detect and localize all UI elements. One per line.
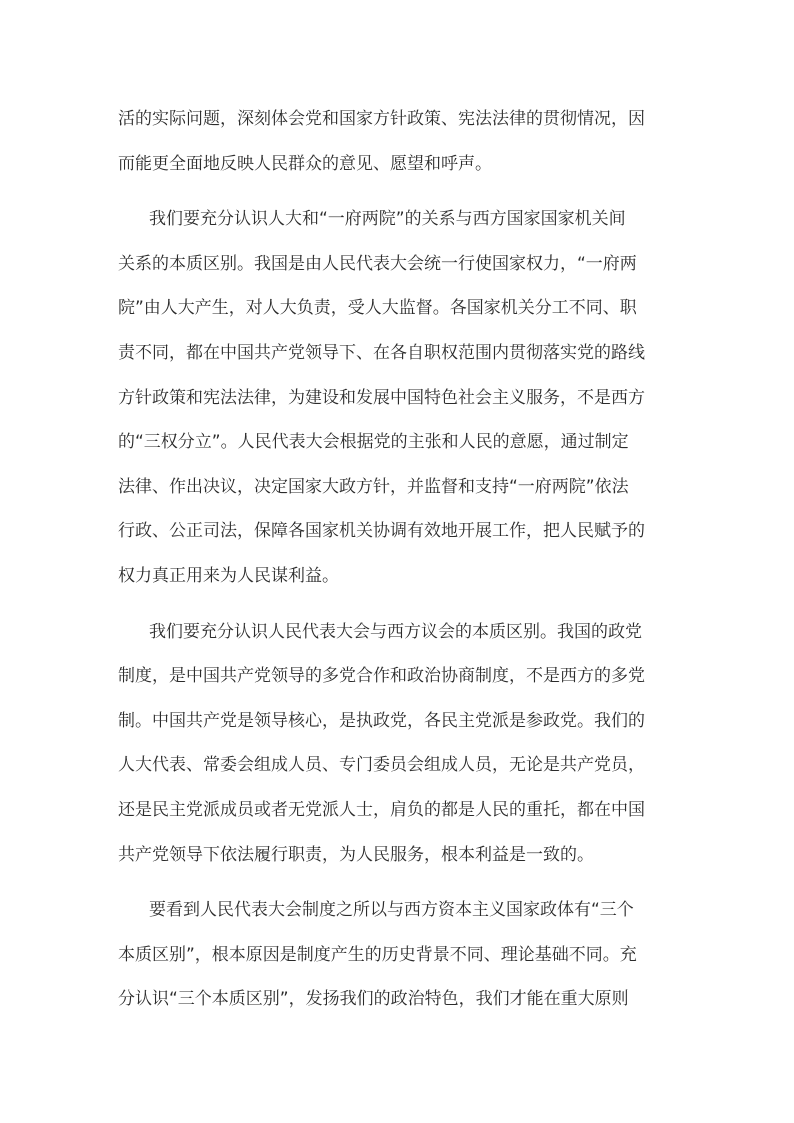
text-line: 方针政策和宪法法律，为建设和发展中国特色社会主义服务，不是西方: [118, 387, 645, 408]
paragraph: [118, 888, 678, 1022]
text-line: 我们要充分认识人民代表大会与西方议会的本质区别。我国的政党: [149, 621, 642, 642]
paragraph: [118, 197, 678, 598]
text-line: 人大代表、常委会组成人员、专门委员会组成人员，无论是共产党员，: [118, 755, 645, 776]
text-line: 的“三权分立”。人民代表大会根据党的主张和人民的意愿，通过制定: [118, 432, 629, 453]
text-line: 要看到人民代表大会制度之所以与西方资本主义国家政体有“三个: [149, 900, 634, 921]
text-line: 法律、作出决议，决定国家大政方针，并监督和支持“一府两院”依法: [118, 476, 629, 497]
text-line: 还是民主党派成员或者无党派人士，肩负的都是人民的重托，都在中国: [118, 799, 645, 820]
paragraph: [118, 97, 678, 186]
text-line: 制度，是中国共产党领导的多党合作和政治协商制度，不是西方的多党: [118, 666, 645, 687]
paragraph: [118, 610, 678, 878]
text-line: 行政、公正司法，保障各国家机关协调有效地开展工作，把人民赋予的: [118, 521, 645, 542]
text-line: 责不同，都在中国共产党领导下、在各自职权范围内贯彻落实党的路线: [118, 342, 645, 363]
text-line: 活的实际问题，深刻体会党和国家方针政策、宪法法律的贯彻情况，因: [118, 109, 645, 129]
text-line: 我们要充分认识人大和“一府两院”的关系与西方国家国家机关间: [149, 209, 626, 230]
text-line: 共产党领导下依法履行职责，为人民服务，根本利益是一致的。: [118, 844, 594, 865]
text-line: 而能更全面地反映人民群众的意见、愿望和呼声。: [118, 153, 492, 174]
text-line: 本质区别”，根本原因是制度产生的历史背景不同、理论基础不同。充: [118, 944, 637, 965]
document-body: [118, 97, 678, 1022]
text-line: 制。中国共产党是领导核心，是执政党，各民主党派是参政党。我们的: [118, 710, 645, 731]
text-line: 院”由人大产生，对人大负责，受人大监督。各国家机关分工不同、职: [118, 298, 637, 319]
text-line: 分认识“三个本质区别”，发扬我们的政治特色，我们才能在重大原则: [118, 989, 629, 1010]
text-line: 权力真正用来为人民谋利益。: [118, 565, 339, 586]
text-line: 关系的本质区别。我国是由人民代表大会统一行使国家权力，“一府两: [118, 253, 637, 274]
